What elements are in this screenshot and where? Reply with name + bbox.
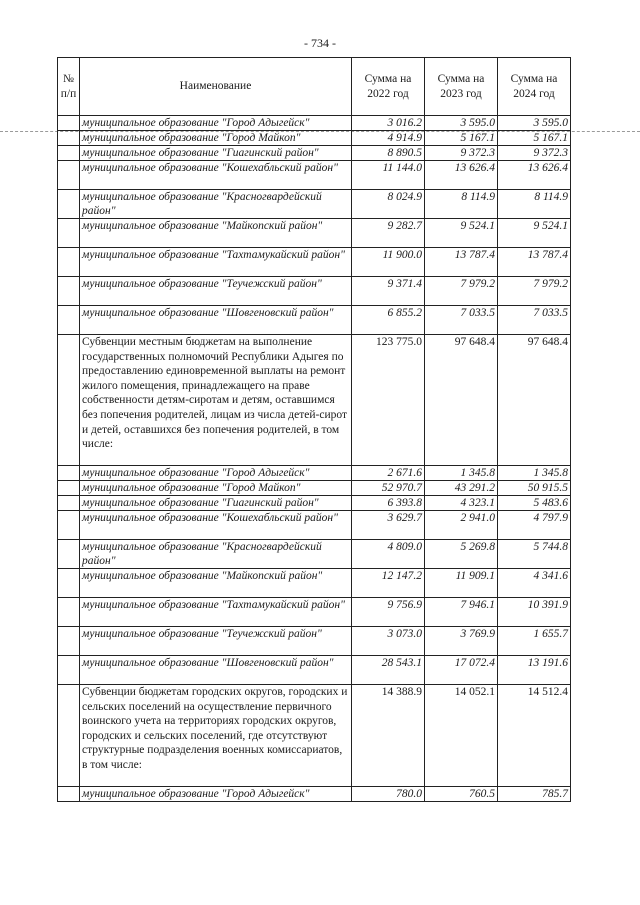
- value-2023-cell: 7 946.1: [425, 598, 498, 627]
- value-2024-cell: 97 648.4: [498, 335, 571, 466]
- municipality-row: [58, 787, 571, 802]
- value-2024-cell: 8 114.9: [498, 190, 571, 219]
- value-2023-cell: 5 167.1: [425, 131, 498, 146]
- row-number-cell: [58, 131, 80, 146]
- value-2024-cell: 9 524.1: [498, 219, 571, 248]
- value-2022-cell: 4 809.0: [352, 540, 425, 569]
- row-name-cell: муниципальное образование "Гиагинский район": [80, 496, 352, 511]
- value-2024-cell: 785.7: [498, 787, 571, 802]
- row-name-cell: Субвенции местным бюджетам на выполнение государственных полномочий Республики Адыгея по предоставлению единовременной выплаты на ремонт жилого помещения, принадлежащего на праве собственности детям-сиротам и детям, оставшимся без попечения родителей, лицам из числа детей-сирот и детей, оставшихся без попечения родителей, в том числе:: [80, 335, 352, 466]
- value-2022-cell: 4 914.9: [352, 131, 425, 146]
- value-2023-cell: 17 072.4: [425, 656, 498, 685]
- row-name-cell: муниципальное образование "Город Адыгейск": [80, 466, 352, 481]
- row-name-cell: муниципальное образование "Город Адыгейск": [80, 787, 352, 802]
- municipality-row: [58, 569, 571, 598]
- municipality-row: [58, 277, 571, 306]
- row-number-cell: [58, 190, 80, 219]
- table-header-row: [58, 58, 571, 116]
- value-2023-cell: 760.5: [425, 787, 498, 802]
- value-2022-cell: 52 970.7: [352, 481, 425, 496]
- value-2022-cell: 123 775.0: [352, 335, 425, 466]
- row-name-cell: муниципальное образование "Теучежский район": [80, 627, 352, 656]
- header-2023: Сумма на 2023 год: [425, 58, 498, 116]
- row-name-cell: муниципальное образование "Тахтамукайский район": [80, 248, 352, 277]
- value-2023-cell: 3 769.9: [425, 627, 498, 656]
- row-name-cell: муниципальное образование "Город Адыгейск": [80, 116, 352, 131]
- row-number-cell: [58, 496, 80, 511]
- value-2023-cell: 13 626.4: [425, 161, 498, 190]
- row-number-cell: [58, 277, 80, 306]
- row-number-cell: [58, 335, 80, 466]
- row-name-cell: муниципальное образование "Кошехабльский район": [80, 511, 352, 540]
- row-name-cell: муниципальное образование "Город Майкоп": [80, 131, 352, 146]
- header-num: № п/п: [58, 58, 80, 116]
- value-2023-cell: 5 269.8: [425, 540, 498, 569]
- table-body: [58, 116, 571, 802]
- row-name-cell: муниципальное образование "Тахтамукайский район": [80, 598, 352, 627]
- value-2023-cell: 7 979.2: [425, 277, 498, 306]
- municipality-row: [58, 116, 571, 131]
- row-number-cell: [58, 598, 80, 627]
- value-2024-cell: 5 167.1: [498, 131, 571, 146]
- value-2022-cell: 11 144.0: [352, 161, 425, 190]
- value-2022-cell: 3 629.7: [352, 511, 425, 540]
- row-number-cell: [58, 146, 80, 161]
- value-2022-cell: 9 282.7: [352, 219, 425, 248]
- value-2023-cell: 97 648.4: [425, 335, 498, 466]
- value-2022-cell: 11 900.0: [352, 248, 425, 277]
- row-number-cell: [58, 481, 80, 496]
- subvention-row: [58, 335, 571, 466]
- row-name-cell: муниципальное образование "Майкопский район": [80, 219, 352, 248]
- row-number-cell: [58, 466, 80, 481]
- value-2022-cell: 2 671.6: [352, 466, 425, 481]
- page-number: - 734 -: [304, 36, 336, 50]
- value-2024-cell: 4 341.6: [498, 569, 571, 598]
- value-2024-cell: 5 744.8: [498, 540, 571, 569]
- row-number-cell: [58, 306, 80, 335]
- value-2024-cell: 13 787.4: [498, 248, 571, 277]
- value-2022-cell: 8 024.9: [352, 190, 425, 219]
- value-2022-cell: 3 016.2: [352, 116, 425, 131]
- value-2024-cell: 7 979.2: [498, 277, 571, 306]
- row-number-cell: [58, 161, 80, 190]
- value-2023-cell: 9 524.1: [425, 219, 498, 248]
- municipality-row: [58, 656, 571, 685]
- row-number-cell: [58, 540, 80, 569]
- row-number-cell: [58, 116, 80, 131]
- value-2024-cell: 50 915.5: [498, 481, 571, 496]
- value-2022-cell: 8 890.5: [352, 146, 425, 161]
- row-number-cell: [58, 219, 80, 248]
- municipality-row: [58, 219, 571, 248]
- municipality-row: [58, 306, 571, 335]
- value-2023-cell: 3 595.0: [425, 116, 498, 131]
- value-2024-cell: 4 797.9: [498, 511, 571, 540]
- value-2024-cell: 14 512.4: [498, 685, 571, 787]
- row-name-cell: муниципальное образование "Шовгеновский район": [80, 306, 352, 335]
- municipality-row: [58, 466, 571, 481]
- value-2022-cell: 780.0: [352, 787, 425, 802]
- value-2023-cell: 11 909.1: [425, 569, 498, 598]
- value-2022-cell: 28 543.1: [352, 656, 425, 685]
- row-number-cell: [58, 627, 80, 656]
- municipality-row: [58, 248, 571, 277]
- value-2023-cell: 9 372.3: [425, 146, 498, 161]
- header-2024: Сумма на 2024 год: [498, 58, 571, 116]
- value-2022-cell: 9 371.4: [352, 277, 425, 306]
- row-name-cell: муниципальное образование "Теучежский район": [80, 277, 352, 306]
- value-2024-cell: 13 626.4: [498, 161, 571, 190]
- municipality-row: [58, 131, 571, 146]
- municipality-row: [58, 540, 571, 569]
- budget-table: [57, 57, 571, 802]
- row-name-cell: муниципальное образование "Красногвардейский район": [80, 540, 352, 569]
- municipality-row: [58, 598, 571, 627]
- municipality-row: [58, 496, 571, 511]
- value-2024-cell: 1 655.7: [498, 627, 571, 656]
- value-2022-cell: 14 388.9: [352, 685, 425, 787]
- row-name-cell: муниципальное образование "Гиагинский район": [80, 146, 352, 161]
- row-number-cell: [58, 569, 80, 598]
- value-2024-cell: 9 372.3: [498, 146, 571, 161]
- value-2024-cell: 5 483.6: [498, 496, 571, 511]
- value-2024-cell: 13 191.6: [498, 656, 571, 685]
- value-2022-cell: 6 393.8: [352, 496, 425, 511]
- row-name-cell: муниципальное образование "Шовгеновский район": [80, 656, 352, 685]
- value-2023-cell: 43 291.2: [425, 481, 498, 496]
- municipality-row: [58, 161, 571, 190]
- value-2023-cell: 14 052.1: [425, 685, 498, 787]
- value-2024-cell: 7 033.5: [498, 306, 571, 335]
- value-2023-cell: 13 787.4: [425, 248, 498, 277]
- value-2023-cell: 1 345.8: [425, 466, 498, 481]
- row-name-cell: Субвенции бюджетам городских округов, городских и сельских поселений на осуществление первичного воинского учета на территориях городских округов, городских и сельских поселений, где отсутствуют структурные подразделения военных комиссариатов, в том числе:: [80, 685, 352, 787]
- value-2024-cell: 10 391.9: [498, 598, 571, 627]
- row-name-cell: муниципальное образование "Красногвардейский район": [80, 190, 352, 219]
- header-2022: Сумма на 2022 год: [352, 58, 425, 116]
- row-number-cell: [58, 511, 80, 540]
- row-name-cell: муниципальное образование "Майкопский район": [80, 569, 352, 598]
- row-name-cell: муниципальное образование "Кошехабльский район": [80, 161, 352, 190]
- value-2024-cell: 3 595.0: [498, 116, 571, 131]
- municipality-row: [58, 481, 571, 496]
- municipality-row: [58, 190, 571, 219]
- value-2022-cell: 9 756.9: [352, 598, 425, 627]
- municipality-row: [58, 146, 571, 161]
- row-name-cell: муниципальное образование "Город Майкоп": [80, 481, 352, 496]
- row-number-cell: [58, 248, 80, 277]
- value-2023-cell: 2 941.0: [425, 511, 498, 540]
- row-number-cell: [58, 787, 80, 802]
- row-number-cell: [58, 656, 80, 685]
- value-2023-cell: 4 323.1: [425, 496, 498, 511]
- header-name: Наименование: [80, 58, 352, 116]
- value-2023-cell: 8 114.9: [425, 190, 498, 219]
- subvention-row: [58, 685, 571, 787]
- value-2024-cell: 1 345.8: [498, 466, 571, 481]
- value-2022-cell: 6 855.2: [352, 306, 425, 335]
- value-2022-cell: 12 147.2: [352, 569, 425, 598]
- row-number-cell: [58, 685, 80, 787]
- value-2023-cell: 7 033.5: [425, 306, 498, 335]
- value-2022-cell: 3 073.0: [352, 627, 425, 656]
- municipality-row: [58, 511, 571, 540]
- municipality-row: [58, 627, 571, 656]
